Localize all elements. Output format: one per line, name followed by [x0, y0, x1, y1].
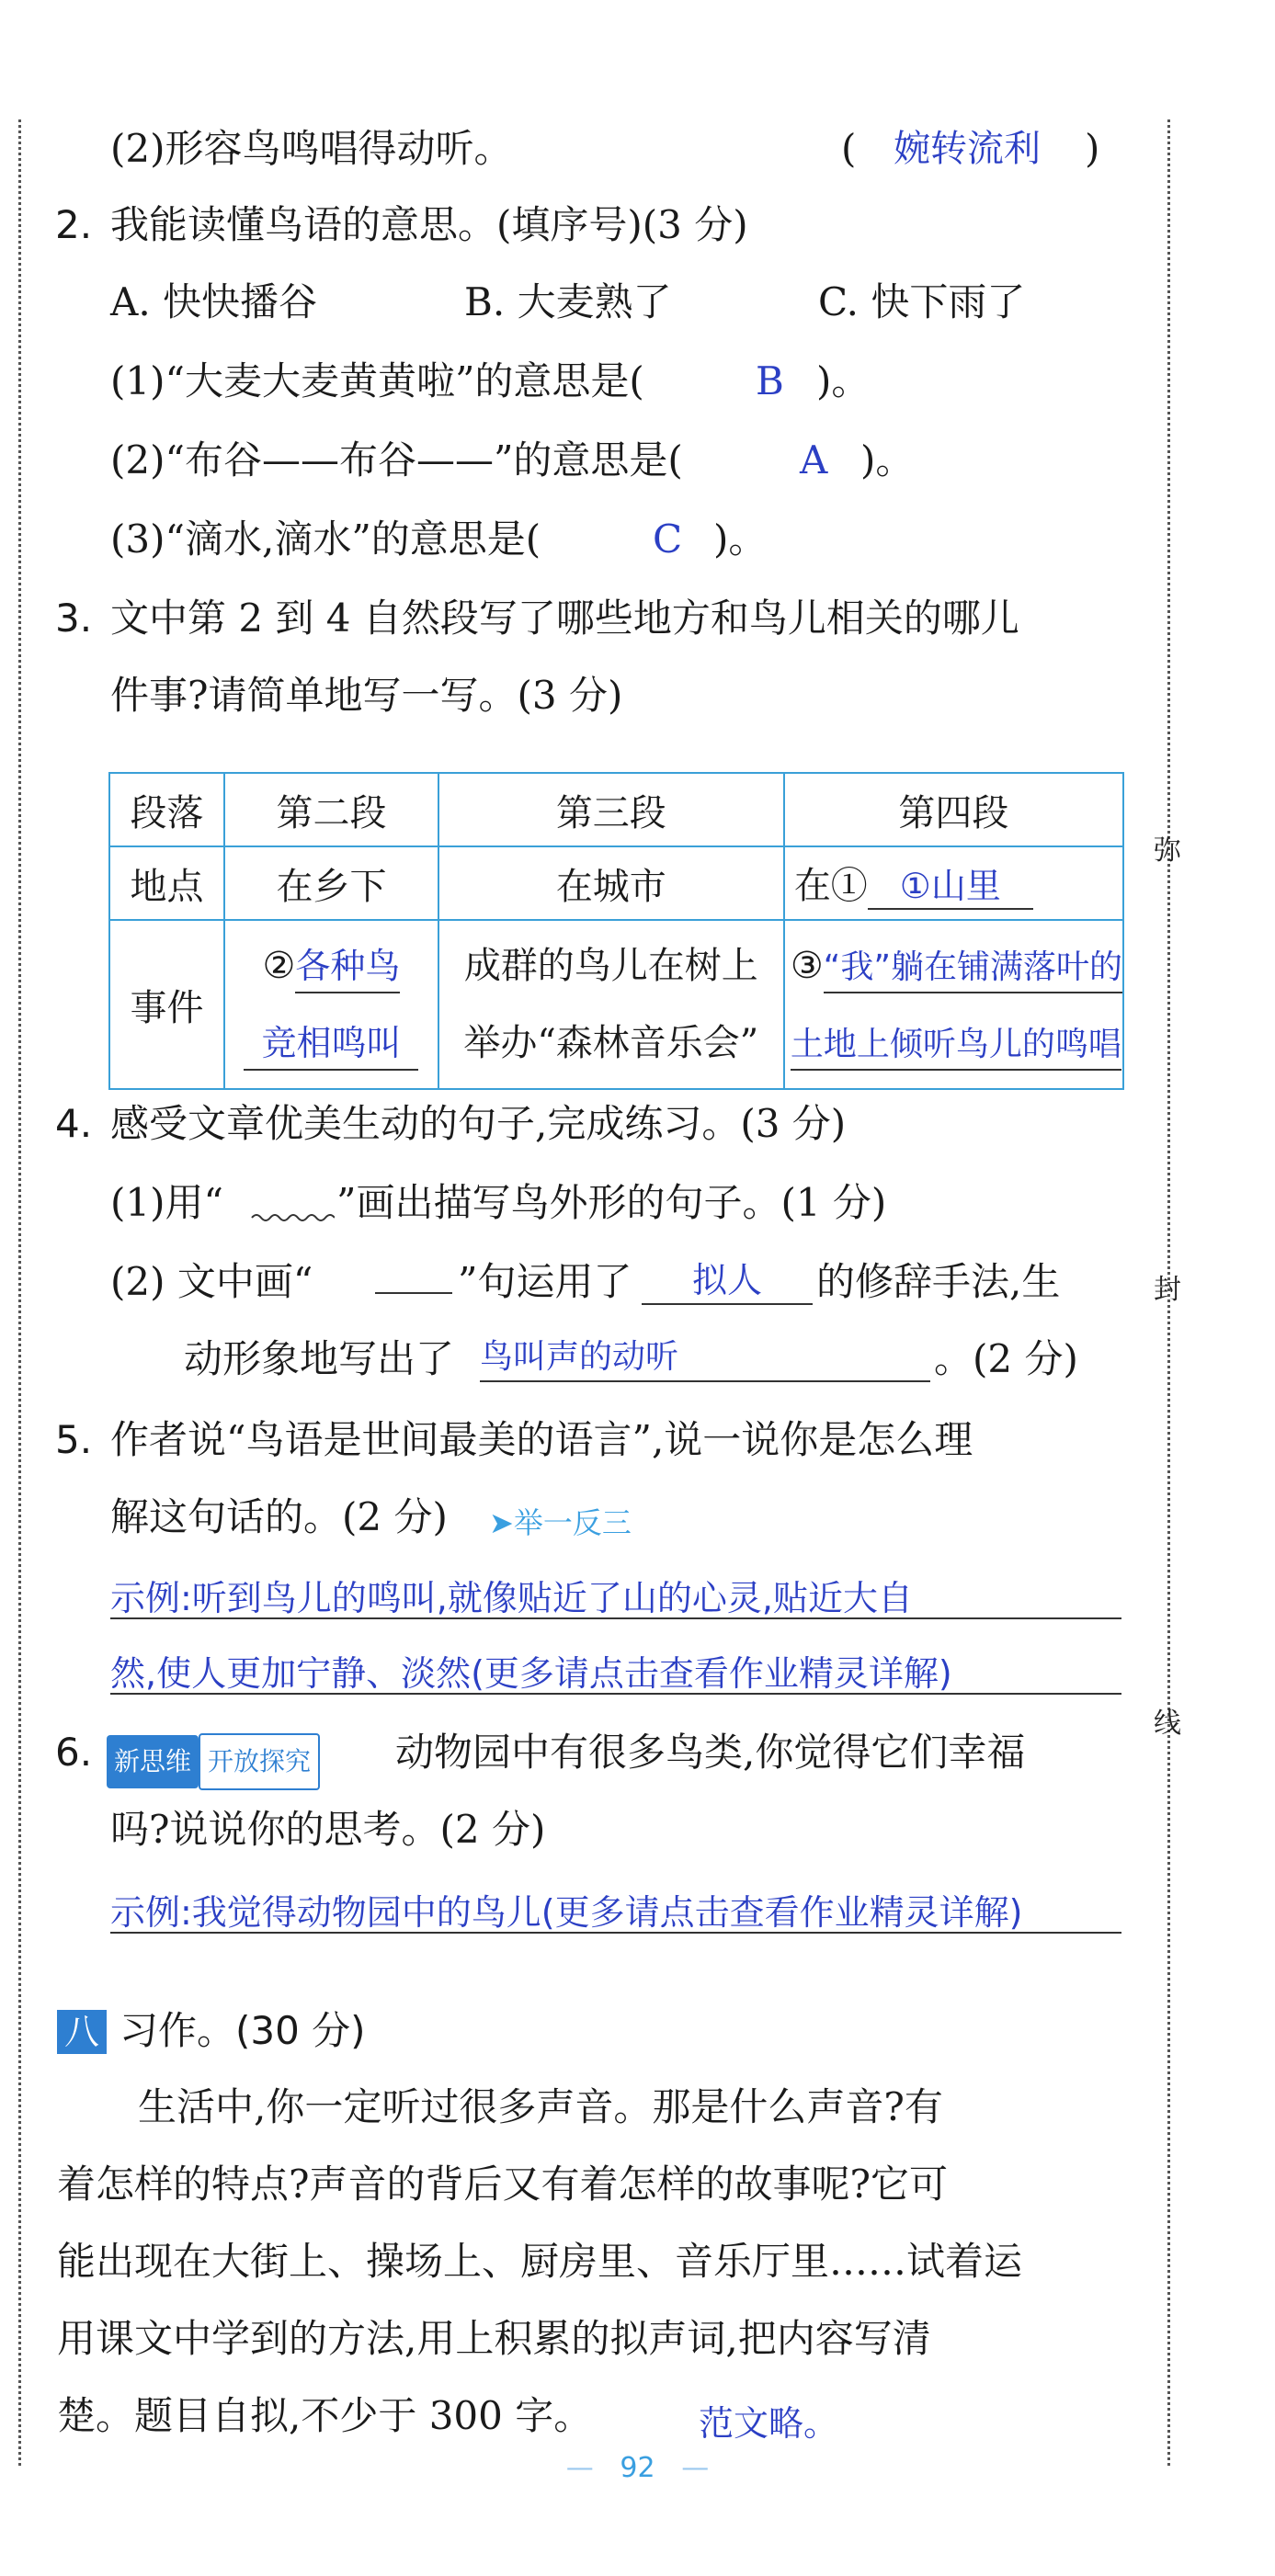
q3-th-para2: 第二段	[224, 773, 438, 846]
q2-sub2-text: (2)“布谷——布谷——”的意思是(	[110, 437, 683, 482]
q6-badge-new-thinking: 新思维	[107, 1735, 199, 1788]
q3-event-para3-line2: 举办“森林音乐会”	[463, 1022, 759, 1064]
q2-option-b: B. 大麦熟了	[464, 279, 672, 324]
section-8-line1: 生活中,你一定听过很多声音。那是什么声音?有	[138, 2084, 943, 2129]
q3-place-para3: 在城市	[438, 846, 784, 920]
q3-table-place-row	[109, 846, 1123, 920]
q6-badge-open-explore: 开放探究	[199, 1733, 320, 1790]
wavy-underline-mark	[250, 1187, 335, 1215]
q6-stem-line2: 吗?说说你的思考。(2 分)	[110, 1807, 546, 1852]
q3-event-para2-answer1: 各种鸟	[295, 940, 400, 993]
q2-sub3-close: )。	[713, 516, 768, 562]
q1-item2-text: (2)形容鸟鸣唱得动听。	[110, 126, 513, 171]
q1-paren-open: (	[841, 126, 857, 171]
section-8-title: 习作。(30 分)	[120, 2008, 366, 2053]
q5-answer-rule1	[110, 1617, 1121, 1619]
q3-place-para4	[784, 846, 1123, 920]
q2-stem: 我能读懂鸟语的意思。(填序号)(3 分)	[110, 202, 748, 247]
q3-th-paragraph: 段落	[109, 773, 224, 846]
q3-event-para3	[438, 920, 784, 1089]
q4-sub1-prefix: (1)用“	[110, 1180, 223, 1225]
section-8-line3: 能出现在大街上、操场上、厨房里、音乐厅里……试着运	[57, 2239, 1023, 2284]
q4-sub2-line2-prefix: 动形象地写出了	[184, 1336, 455, 1381]
q4-sub2-suffix: 的修辞手法,生	[816, 1259, 1061, 1304]
q5-answer-line2: 然,使人更加宁静、淡然(更多请点击查看作业精灵详解)	[110, 1653, 952, 1694]
binding-line-left	[18, 119, 21, 2466]
q4-sub2-line2-answer: 鸟叫声的动听	[480, 1334, 930, 1382]
q4-sub2-middle: ”句运用了	[458, 1259, 632, 1304]
q5-tip-link[interactable]: ➤举一反三	[489, 1505, 632, 1540]
q1-answer: 婉转流利	[894, 128, 1041, 170]
q4-sub2-answer: 拟人	[642, 1257, 813, 1305]
q3-event-para4-answer1: “我”躺在铺满落叶的	[824, 944, 1122, 993]
q3-place-label: 地点	[109, 846, 224, 920]
q2-option-c: C. 快下雨了	[818, 279, 1026, 324]
q2-sub1-close: )。	[816, 358, 871, 403]
q3-table-header-row	[109, 773, 1123, 846]
section-8-line5: 楚。题目自拟,不少于 300 字。	[57, 2393, 593, 2438]
q3-event-label: 事件	[109, 920, 224, 1089]
straight-underline-mark	[375, 1292, 452, 1294]
q3-number: 3.	[55, 596, 93, 641]
q3-stem-line2: 件事?请简单地写一写。(3 分)	[110, 673, 623, 718]
page-number: — 92 —	[565, 2452, 710, 2484]
q3-table-event-row	[109, 920, 1123, 1089]
page-number-value: 92	[620, 2452, 655, 2484]
q2-number: 2.	[55, 202, 93, 247]
q5-answer-rule2	[110, 1693, 1121, 1695]
q6-answer: 示例:我觉得动物园中的鸟儿(更多请点击查看作业精灵详解)	[110, 1892, 1023, 1933]
side-char-mi: 弥	[1154, 834, 1181, 867]
q3-place-para2: 在乡下	[224, 846, 438, 920]
q3-event-para4-mark: ③	[790, 945, 824, 987]
q6-number: 6.	[55, 1730, 93, 1775]
section-8-label: 八	[57, 2010, 107, 2054]
section-8-answer: 范文略。	[699, 2403, 839, 2444]
q3-event-para2	[224, 920, 438, 1089]
side-char-feng: 封	[1154, 1274, 1181, 1306]
q5-number: 5.	[55, 1417, 93, 1462]
q5-stem-line2: 解这句话的。(2 分)	[110, 1494, 448, 1539]
q2-sub2-answer: A	[800, 437, 828, 482]
section-8-line2: 着怎样的特点?声音的背后又有着怎样的故事呢?它可	[57, 2162, 949, 2207]
q4-stem: 感受文章优美生动的句子,完成练习。(3 分)	[110, 1101, 847, 1146]
q5-answer-line1: 示例:听到鸟儿的鸣叫,就像贴近了山的心灵,贴近大自	[110, 1578, 913, 1618]
q3-table	[108, 772, 1124, 1090]
q3-stem-line1: 文中第 2 到 4 自然段写了哪些地方和鸟儿相关的哪儿	[110, 596, 1019, 641]
q3-place-para4-prefix: 在①	[793, 865, 868, 907]
q3-event-para2-mark: ②	[262, 945, 296, 987]
q2-sub1-answer: B	[756, 358, 784, 403]
q4-sub2-prefix: (2) 文中画“	[110, 1259, 313, 1304]
q3-th-para4: 第四段	[784, 773, 1123, 846]
q2-sub2-close: )。	[860, 437, 915, 482]
q5-stem-line1: 作者说“鸟语是世间最美的语言”,说一说你是怎么理	[110, 1417, 973, 1462]
q3-event-para4-answer2: 土地上倾听鸟儿的鸣唱	[791, 1021, 1121, 1071]
q6-answer-rule	[110, 1932, 1121, 1934]
q4-number: 4.	[55, 1101, 93, 1146]
q3-place-para4-answer: ①山里	[868, 857, 1033, 910]
section-8-line4: 用课文中学到的方法,用上积累的拟声词,把内容写清	[57, 2316, 931, 2361]
q2-sub3-answer: C	[653, 516, 683, 562]
q3-th-para3: 第三段	[438, 773, 784, 846]
q3-event-para4	[784, 920, 1123, 1089]
q1-paren-close: )	[1085, 126, 1100, 171]
q3-event-para3-line1: 成群的鸟儿在树上	[463, 945, 758, 987]
side-char-xian: 线	[1154, 1708, 1181, 1740]
q3-event-para2-answer2: 竞相鸣叫	[244, 1017, 418, 1071]
q4-sub1-text: ”画出描写鸟外形的句子。(1 分)	[336, 1180, 887, 1225]
q6-badges	[107, 1733, 320, 1790]
q6-stem-line1: 动物园中有很多鸟类,你觉得它们幸福	[395, 1730, 1026, 1775]
q4-sub2-line2-suffix: 。(2 分)	[934, 1336, 1078, 1381]
q2-option-a: A. 快快播谷	[110, 279, 318, 324]
q2-sub3-text: (3)“滴水,滴水”的意思是(	[110, 516, 541, 562]
q2-sub1-text: (1)“大麦大麦黄黄啦”的意思是(	[110, 358, 644, 403]
